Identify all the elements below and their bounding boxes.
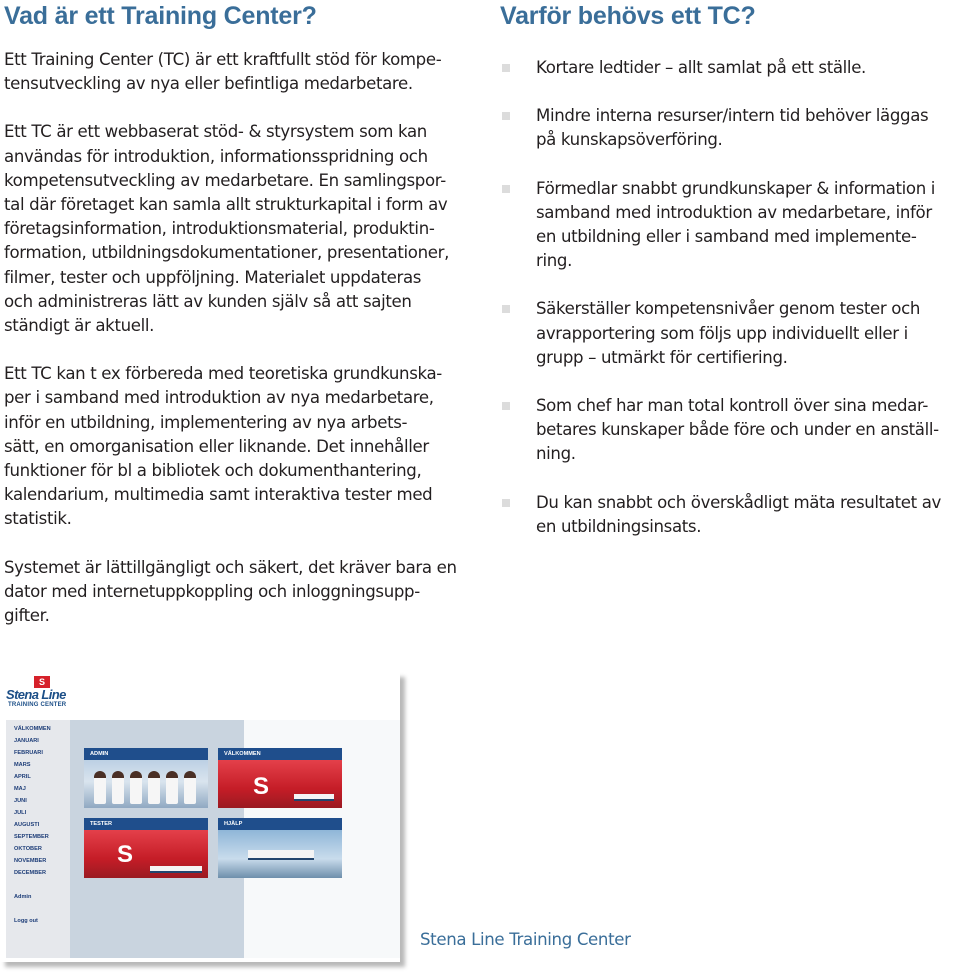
text-line: ring. xyxy=(536,251,573,271)
text-line: samband med introduktion av medarbetare, inför xyxy=(536,202,932,222)
stena-s-icon: S xyxy=(116,841,133,868)
stena-s-icon: S xyxy=(252,773,269,800)
menu-item[interactable]: DECEMBER xyxy=(14,870,47,876)
text-line: filmer, tester och uppföljning. Materialet uppdateras xyxy=(4,267,422,287)
person-figure xyxy=(148,771,160,804)
text-line: Ett TC är ett webbaserat stöd- & styrsystem som kan xyxy=(4,122,427,142)
menu-item[interactable]: JUNI xyxy=(14,798,27,804)
logo-brand: Stena Line xyxy=(6,687,66,702)
benefit-list xyxy=(500,56,960,563)
staff-photo xyxy=(84,760,208,808)
text-line: en utbildningsinsats. xyxy=(536,516,702,536)
training-center-screenshot xyxy=(0,672,408,970)
person-figure xyxy=(184,771,196,804)
text-line: företagsinformation, introduktionsmaterial, produktin- xyxy=(4,219,435,239)
right-heading: Varför behövs ett TC? xyxy=(500,2,756,30)
menu-item[interactable]: VÄLKOMMEN xyxy=(14,726,51,732)
menu-item[interactable]: FEBRUARI xyxy=(14,750,43,756)
bullet-square-icon xyxy=(502,112,510,120)
person-figure xyxy=(94,771,106,804)
ship-icon xyxy=(150,866,202,873)
funnel-photo xyxy=(84,830,208,878)
person-figure xyxy=(112,771,124,804)
text-line: betares kunskaper både före och under en anställ- xyxy=(536,420,939,440)
text-line: avrapportering som följs upp individuellt eller i xyxy=(536,323,908,343)
text-line: Förmedlar snabbt grundkunskaper & information i xyxy=(536,178,936,198)
person-figure xyxy=(130,771,142,804)
menu-item[interactable]: Logg out xyxy=(14,918,38,924)
text-line: ning. xyxy=(536,444,576,464)
bullet-item xyxy=(500,177,960,274)
tile-admin[interactable] xyxy=(84,748,208,808)
text-line: Mindre interna resurser/intern tid behöver läggas xyxy=(536,106,929,126)
bullet-item xyxy=(500,491,960,539)
bullet-item xyxy=(500,56,960,80)
menu-item[interactable]: JULI xyxy=(14,810,27,816)
ship-icon xyxy=(294,794,334,801)
text-line: tensutveckling av nya eller befintliga medarbetare. xyxy=(4,74,413,94)
left-column xyxy=(4,48,480,628)
text-line: på kunskapsöverföring. xyxy=(536,130,723,150)
menu-item[interactable]: MAJ xyxy=(14,786,26,792)
menu-item[interactable]: SEPTEMBER xyxy=(14,834,49,840)
ship-icon xyxy=(248,850,314,860)
bullet-item xyxy=(500,104,960,152)
text-line: och administreras lätt av kunden själv så att sajten xyxy=(4,291,412,311)
bullet-square-icon xyxy=(502,305,510,313)
tile-tester[interactable] xyxy=(84,818,208,878)
paragraph xyxy=(4,362,480,531)
text-line: Säkerställer kompetensnivåer genom tester och xyxy=(536,299,921,319)
menu-item[interactable]: MARS xyxy=(14,762,31,768)
text-line: Som chef har man total kontroll över sina medar- xyxy=(536,396,929,416)
tile-label: HJÄLP xyxy=(218,818,342,830)
text-line: ständigt är aktuell. xyxy=(4,316,155,336)
logo-subtitle: TRAINING CENTER xyxy=(8,702,67,708)
text-line: Ett Training Center (TC) är ett kraftfullt stöd för kompe- xyxy=(4,50,442,69)
text-line: inför en utbildning, implementering av nya arbets- xyxy=(4,412,408,432)
bullet-item xyxy=(500,394,960,467)
text-line: Systemet är lättillgängligt och säkert, det kräver bara en xyxy=(4,557,457,577)
text-line: tal där företaget kan samla allt strukturkapital i form av xyxy=(4,195,448,215)
text-line: dator med internetuppkoppling och inloggningsupp- xyxy=(4,581,420,601)
menu-item[interactable]: AUGUSTI xyxy=(14,822,40,828)
logo-badge: S xyxy=(34,676,50,688)
text-line: Du kan snabbt och överskådligt mäta resultatet av xyxy=(536,492,942,512)
text-line: funktioner för bl a bibliotek och dokumenthantering, xyxy=(4,461,422,481)
bullet-square-icon xyxy=(502,64,510,72)
text-line: grupp – utmärkt för certifiering. xyxy=(536,347,788,367)
left-heading: Vad är ett Training Center? xyxy=(4,2,317,30)
text-line: formation, utbildningsdokumentationer, presentationer, xyxy=(4,243,449,263)
text-line: Kortare ledtider – allt samlat på ett ställe. xyxy=(536,58,866,77)
tile-label: ADMIN xyxy=(84,748,208,760)
funnel-photo xyxy=(218,760,342,808)
text-line: kalendarium, multimedia samt interaktiva tester med xyxy=(4,485,433,505)
tile-label: VÄLKOMMEN xyxy=(218,748,342,760)
ferry-photo xyxy=(218,830,342,878)
text-line: användas för introduktion, informationsspridning och xyxy=(4,146,428,166)
stena-line-logo xyxy=(6,676,96,710)
text-line: statistik. xyxy=(4,509,72,529)
text-line: Ett TC kan t ex förbereda med teoretiska grundkunska- xyxy=(4,364,442,384)
caption: Stena Line Training Center xyxy=(420,930,631,949)
menu-item[interactable]: NOVEMBER xyxy=(14,858,47,864)
side-menu xyxy=(6,720,70,958)
bullet-square-icon xyxy=(502,402,510,410)
text-line: en utbildning eller i samband med implemente- xyxy=(536,227,917,247)
menu-item[interactable]: APRIL xyxy=(14,774,31,780)
text-line: kompetensutveckling av medarbetare. En samlingspor- xyxy=(4,170,446,190)
person-figure xyxy=(166,771,178,804)
menu-item[interactable]: Admin xyxy=(14,894,32,900)
paragraph xyxy=(4,556,480,629)
text-line: gifter. xyxy=(4,606,50,626)
bullet-square-icon xyxy=(502,185,510,193)
tile-hjalp[interactable] xyxy=(218,818,342,878)
paragraph xyxy=(4,48,480,96)
text-line: per i samband med introduktion av nya medarbetare, xyxy=(4,388,434,408)
menu-item[interactable]: JANUARI xyxy=(14,738,39,744)
tile-label: TESTER xyxy=(84,818,208,830)
tile-valkommen[interactable] xyxy=(218,748,342,808)
bullet-square-icon xyxy=(502,499,510,507)
paragraph xyxy=(4,120,480,338)
text-line: sätt, en omorganisation eller liknande. Det innehåller xyxy=(4,436,429,456)
bullet-item xyxy=(500,297,960,370)
menu-item[interactable]: OKTOBER xyxy=(14,846,42,852)
